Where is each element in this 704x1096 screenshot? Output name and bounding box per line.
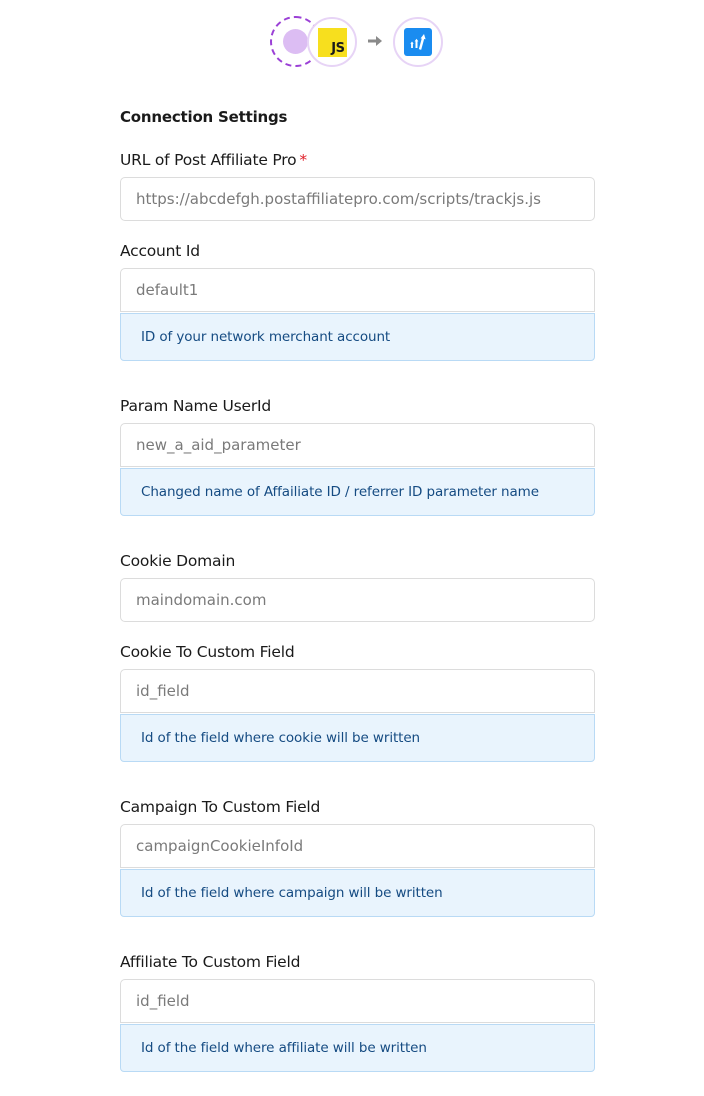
affiliate-to-custom-field-input[interactable] (120, 979, 595, 1023)
field-campaign-to-custom-field (120, 796, 595, 917)
field-label-text: URL of Post Affiliate Pro (120, 151, 297, 169)
campaign-to-custom-field-input[interactable] (120, 824, 595, 868)
section-title: Connection Settings (120, 108, 288, 126)
placeholder-dot (283, 29, 308, 54)
post-affiliate-pro-icon (404, 28, 432, 56)
field-label: Account Id (120, 242, 200, 260)
required-marker: * (299, 151, 307, 169)
javascript-icon (318, 28, 347, 57)
field-hint: Id of the field where cookie will be written (120, 714, 595, 762)
cookie-to-custom-field-input[interactable] (120, 669, 595, 713)
arrow-right-icon (366, 32, 384, 50)
integration-flow-header (270, 16, 445, 68)
field-label: Param Name UserId (120, 397, 272, 415)
field-cookie-domain (120, 550, 595, 622)
field-hint: ID of your network merchant account (120, 313, 595, 361)
field-hint: Id of the field where affiliate will be written (120, 1024, 595, 1072)
field-param-name-userid (120, 395, 595, 516)
javascript-app-icon[interactable] (307, 17, 357, 67)
url-input[interactable] (120, 177, 595, 221)
field-cookie-to-custom-field (120, 641, 595, 762)
field-hint: Changed name of Affailiate ID / referrer ID parameter name (120, 468, 595, 516)
post-affiliate-pro-app-icon[interactable] (393, 17, 443, 67)
field-hint: Id of the field where campaign will be written (120, 869, 595, 917)
cookie-domain-input[interactable] (120, 578, 595, 622)
field-url-of-post-affiliate-pro (120, 149, 595, 221)
growth-arrows-icon (407, 31, 429, 53)
field-label: Campaign To Custom Field (120, 798, 321, 816)
field-affiliate-to-custom-field (120, 951, 595, 1072)
field-label: Cookie Domain (120, 552, 236, 570)
account-id-input[interactable] (120, 268, 595, 312)
field-label (120, 149, 595, 171)
field-account-id (120, 240, 595, 361)
param-name-userid-input[interactable] (120, 423, 595, 467)
field-label: Affiliate To Custom Field (120, 953, 301, 971)
js-label: JS (331, 40, 345, 56)
field-label: Cookie To Custom Field (120, 643, 295, 661)
